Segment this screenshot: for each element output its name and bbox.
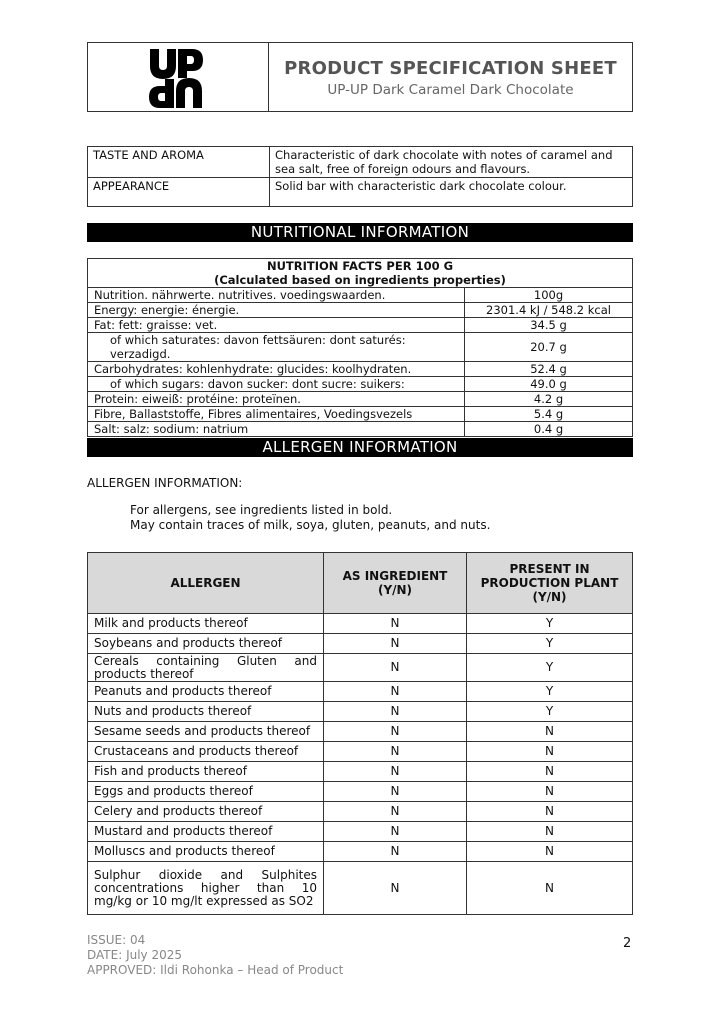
table-header-row	[88, 553, 633, 614]
taste-appearance-table	[87, 146, 633, 207]
as-ingredient-value: N	[324, 654, 467, 682]
nutrient-value: 0.4 g	[465, 422, 633, 437]
table-row	[88, 362, 633, 377]
allergen-table	[87, 552, 633, 915]
table-row	[88, 333, 633, 362]
as-ingredient-value: N	[324, 782, 467, 802]
nutrient-value: 5.4 g	[465, 407, 633, 422]
nutrient-label: Energy: energie: énergie.	[88, 303, 465, 318]
table-row	[88, 654, 633, 682]
production-plant-value: Y	[467, 702, 633, 722]
table-header-row	[88, 259, 633, 288]
table-row	[88, 742, 633, 762]
nutrient-label: Nutrition. nährwerte. nutritives. voedingswaarden.	[88, 288, 465, 303]
as-ingredient-value: N	[324, 822, 467, 842]
as-ingredient-value: N	[324, 742, 467, 762]
nutrient-value: 4.2 g	[465, 392, 633, 407]
allergen-note-line: May contain traces of milk, soya, gluten, peanuts, and nuts.	[130, 518, 491, 532]
allergen-name: Soybeans and products thereof	[88, 634, 324, 654]
allergen-table-body	[88, 614, 633, 915]
production-plant-value: N	[467, 862, 633, 915]
table-row	[88, 303, 633, 318]
column-header: AS INGREDIENT (Y/N)	[324, 553, 467, 614]
as-ingredient-value: N	[324, 862, 467, 915]
nutrient-label: Fat: fett: graisse: vet.	[88, 318, 465, 333]
table-row	[88, 702, 633, 722]
as-ingredient-value: N	[324, 634, 467, 654]
as-ingredient-value: N	[324, 722, 467, 742]
nutrient-value: 49.0 g	[465, 377, 633, 392]
nutrient-value: 100g	[465, 288, 633, 303]
table-row	[88, 762, 633, 782]
nutrition-table	[87, 258, 633, 437]
up-up-brand-logo	[146, 47, 206, 109]
page-number: 2	[623, 936, 632, 951]
allergen-name: Milk and products thereof	[88, 614, 324, 634]
document-header	[87, 42, 633, 112]
section-banner-nutrition: NUTRITIONAL INFORMATION	[87, 223, 633, 242]
nutrient-value: 2301.4 kJ / 548.2 kcal	[465, 303, 633, 318]
nutrient-label: of which saturates: davon fettsäuren: dont saturés: verzadigd.	[88, 333, 465, 362]
row-value: Solid bar with characteristic dark chocolate colour.	[270, 178, 633, 207]
as-ingredient-value: N	[324, 802, 467, 822]
allergen-note	[130, 503, 490, 533]
issue-number: ISSUE: 04	[87, 933, 146, 947]
table-row	[88, 822, 633, 842]
table-row	[88, 392, 633, 407]
row-label: APPEARANCE	[88, 178, 270, 207]
allergen-name: Peanuts and products thereof	[88, 682, 324, 702]
section-banner-allergen: ALLERGEN INFORMATION	[87, 438, 633, 457]
allergen-name: Fish and products thereof	[88, 762, 324, 782]
nutrient-label: of which sugars: davon sucker: dont sucre: suikers:	[88, 377, 465, 392]
nutrition-heading: NUTRITION FACTS PER 100 G	[266, 259, 454, 273]
nutrient-label: Fibre, Ballaststoffe, Fibres alimentaires, Voedingsvezels	[88, 407, 465, 422]
page-title: PRODUCT SPECIFICATION SHEET	[284, 58, 617, 79]
table-row	[88, 407, 633, 422]
allergen-name: Sulphur dioxide and Sulphites concentrations higher than 10 mg/kg or 10 mg/lt expressed as SO2	[88, 862, 324, 915]
as-ingredient-value: N	[324, 614, 467, 634]
table-row	[88, 147, 633, 178]
allergen-name: Eggs and products thereof	[88, 782, 324, 802]
table-row	[88, 782, 633, 802]
nutrient-label: Carbohydrates: kohlenhydrate: glucides: koolhydraten.	[88, 362, 465, 377]
table-row	[88, 862, 633, 915]
table-row	[88, 178, 633, 207]
document-footer	[87, 933, 343, 978]
table-row	[88, 377, 633, 392]
nutrient-label: Protein: eiweiß: protéine: proteïnen.	[88, 392, 465, 407]
production-plant-value: Y	[467, 614, 633, 634]
production-plant-value: N	[467, 722, 633, 742]
nutrient-value: 34.5 g	[465, 318, 633, 333]
nutrient-value: 20.7 g	[465, 333, 633, 362]
production-plant-value: N	[467, 762, 633, 782]
allergen-name: Nuts and products thereof	[88, 702, 324, 722]
allergen-name: Celery and products thereof	[88, 802, 324, 822]
row-label: TASTE AND AROMA	[88, 147, 270, 178]
table-row	[88, 722, 633, 742]
nutrient-value: 52.4 g	[465, 362, 633, 377]
approval-line: APPROVED: Ildi Rohonka – Head of Product	[87, 963, 344, 977]
column-header: ALLERGEN	[88, 553, 324, 614]
as-ingredient-value: N	[324, 682, 467, 702]
nutrition-subheading: (Calculated based on ingredients properties)	[214, 273, 506, 287]
production-plant-value: N	[467, 782, 633, 802]
table-row	[88, 318, 633, 333]
column-header: PRESENT IN PRODUCTION PLANT (Y/N)	[467, 553, 633, 614]
nutrient-label: Salt: salz: sodium: natrium	[88, 422, 465, 437]
as-ingredient-value: N	[324, 762, 467, 782]
as-ingredient-value: N	[324, 702, 467, 722]
product-name: UP-UP Dark Caramel Dark Chocolate	[327, 82, 574, 98]
table-row	[88, 802, 633, 822]
table-row	[88, 614, 633, 634]
production-plant-value: N	[467, 842, 633, 862]
allergen-name: Crustaceans and products thereof	[88, 742, 324, 762]
table-row	[88, 634, 633, 654]
allergen-name: Cereals containing Gluten and products thereof	[88, 654, 324, 682]
table-row	[88, 682, 633, 702]
allergen-name: Molluscs and products thereof	[88, 842, 324, 862]
issue-date: DATE: July 2025	[87, 948, 183, 962]
production-plant-value: N	[467, 822, 633, 842]
table-row	[88, 422, 633, 437]
production-plant-value: N	[467, 802, 633, 822]
production-plant-value: Y	[467, 682, 633, 702]
logo-cell	[88, 43, 269, 111]
production-plant-value: Y	[467, 654, 633, 682]
production-plant-value: Y	[467, 634, 633, 654]
as-ingredient-value: N	[324, 842, 467, 862]
table-row	[88, 288, 633, 303]
allergen-name: Sesame seeds and products thereof	[88, 722, 324, 742]
table-row	[88, 842, 633, 862]
allergen-note-line: For allergens, see ingredients listed in bold.	[130, 503, 393, 517]
allergen-intro: ALLERGEN INFORMATION:	[87, 476, 243, 490]
allergen-name: Mustard and products thereof	[88, 822, 324, 842]
row-value: Characteristic of dark chocolate with notes of caramel and sea salt, free of foreign odours and flavours.	[270, 147, 633, 178]
production-plant-value: N	[467, 742, 633, 762]
